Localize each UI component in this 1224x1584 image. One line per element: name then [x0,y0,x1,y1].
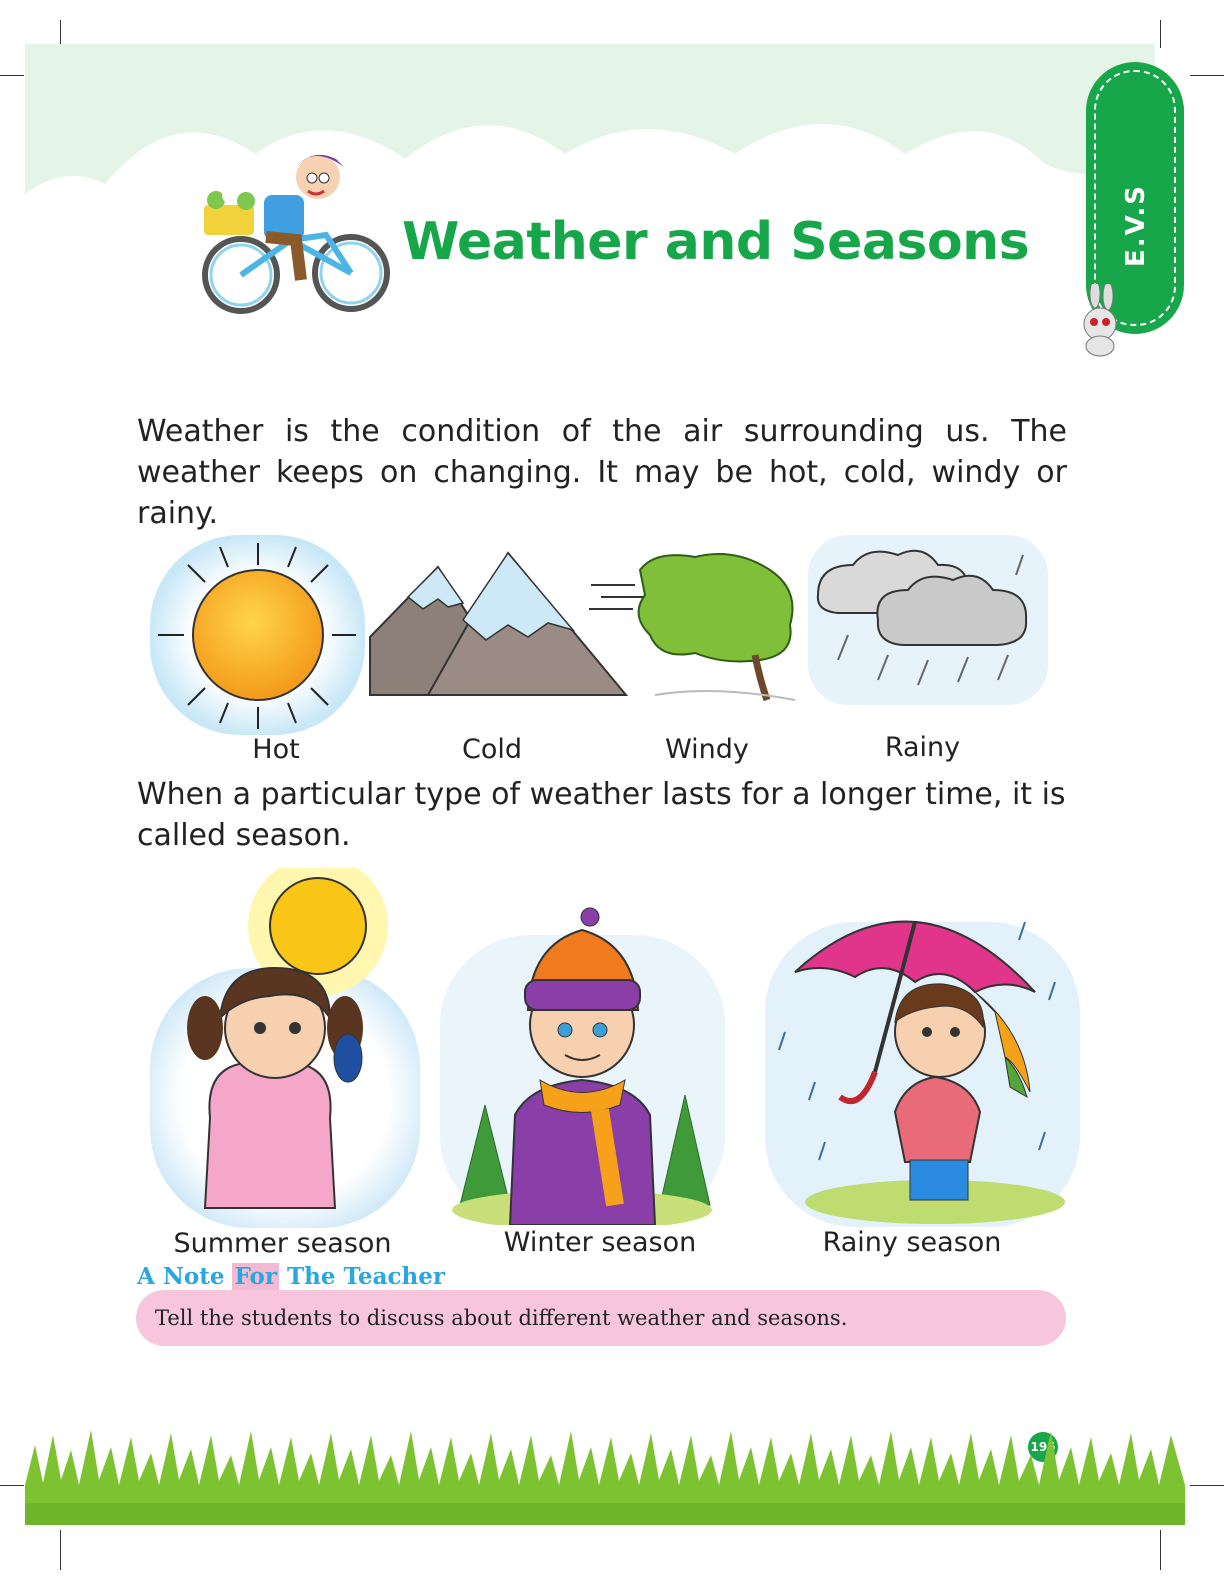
sun-icon [150,535,365,735]
windy-tree-icon [585,545,805,705]
weather-caption-rainy: Rainy [884,732,961,763]
season-caption-rainy: Rainy season [822,1227,1002,1258]
teacher-note-title-part3: The Teacher [279,1263,445,1290]
season-paragraph: When a particular type of weather lasts for a longer time, it is called season. [137,777,1066,853]
crop-mark [1190,1485,1224,1486]
crop-mark [1190,75,1224,76]
rain-cloud-icon [808,535,1048,705]
boy-on-bicycle-illustration [196,145,396,315]
teacher-note-text: Tell the students to discuss about different weather and seasons. [155,1306,848,1330]
teacher-note-title-part1: A Note [137,1263,233,1290]
crop-mark [60,1530,61,1570]
teacher-note-title [137,1263,445,1290]
crop-mark [1160,1530,1161,1570]
intro-paragraph: Weather is the condition of the air surrounding us. The weather keeps on changing. It may be hot, cold, windy or rainy. [137,414,1067,531]
winter-boy-illustration [440,905,725,1225]
header-cloud-band [25,44,1155,214]
page-title: Weather and Seasons [402,212,1030,272]
season-caption-summer: Summer season [173,1228,392,1259]
rainy-girl-illustration [765,882,1080,1227]
weather-caption-windy: Windy [665,734,749,765]
subject-tab-label: E.V.S [1121,183,1151,267]
crop-mark [1160,20,1161,48]
summer-girl-illustration [150,868,420,1228]
weather-caption-hot: Hot [252,734,300,765]
weather-caption-cold: Cold [461,734,522,765]
crop-mark [0,75,24,76]
bunny-mascot-icon [1070,284,1130,364]
crop-mark [0,1485,24,1486]
teacher-note-title-for: For [234,1263,278,1290]
page-number: 195 [1028,1432,1058,1462]
grass-footer [25,1425,1185,1525]
season-caption-winter: Winter season [503,1227,697,1258]
